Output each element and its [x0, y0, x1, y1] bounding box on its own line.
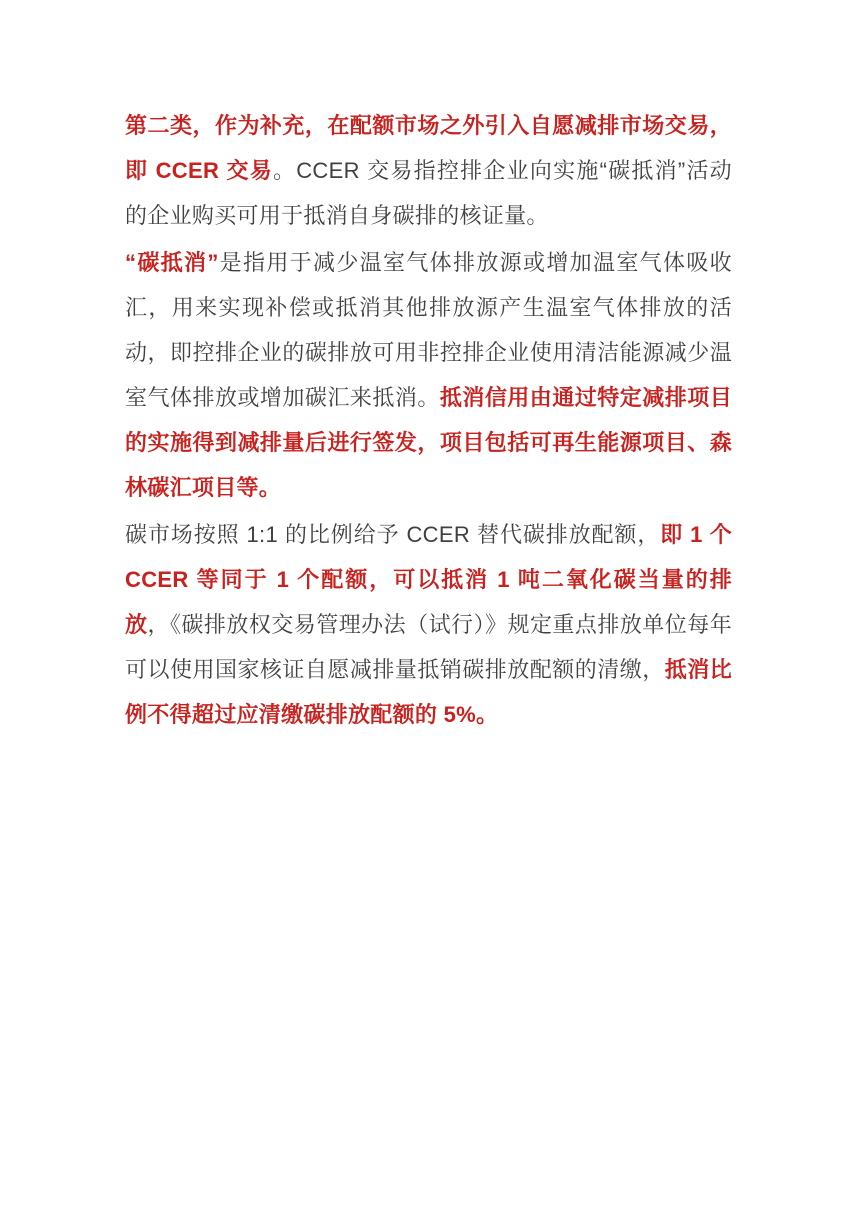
document-body: [125, 103, 732, 739]
text-run: 是指用于减少温室气体排放源或增加温室气体吸收汇，用来实现补偿或抵消其他排放源产生温室气体排放的活动，即控排企业的碳排放可用非控排企业使用清洁能源减少温室气体排放或增加碳汇来抵消。: [125, 250, 732, 410]
paragraph-ccer-trading: [125, 103, 732, 238]
text-run-emphasis: 抵消信用由通过特定减排项目的实施得到减排量后进行签发，项目包括可再生能源项目、森林碳汇项目等。: [125, 385, 733, 500]
text-run-emphasis: 抵消比例不得超过应清缴碳排放配额的 5%。: [125, 657, 732, 727]
paragraph-ccer-ratio-rule: [125, 512, 732, 737]
text-run-emphasis: “碳抵消”: [125, 250, 219, 275]
text-run-emphasis: 第二类，作为补充，在配额市场之外引入自愿减排市场交易，即 CCER 交易: [125, 113, 732, 183]
text-run: 。CCER 交易指控排企业向实施“碳抵消”活动的企业购买可用于抵消自身碳排的核证量。: [125, 158, 732, 228]
paragraph-carbon-offset-definition: [125, 240, 732, 510]
text-run-emphasis: 即 1 个 CCER 等同于 1 个配额，可以抵消 1 吨二氧化碳当量的排放: [125, 522, 732, 637]
text-run: 碳市场按照 1:1 的比例给予 CCER 替代碳排放配额，: [125, 522, 661, 547]
text-run: ，《碳排放权交易管理办法（试行）》规定重点排放单位每年可以使用国家核证自愿减排量抵销碳排放配额的清缴，: [125, 612, 732, 682]
